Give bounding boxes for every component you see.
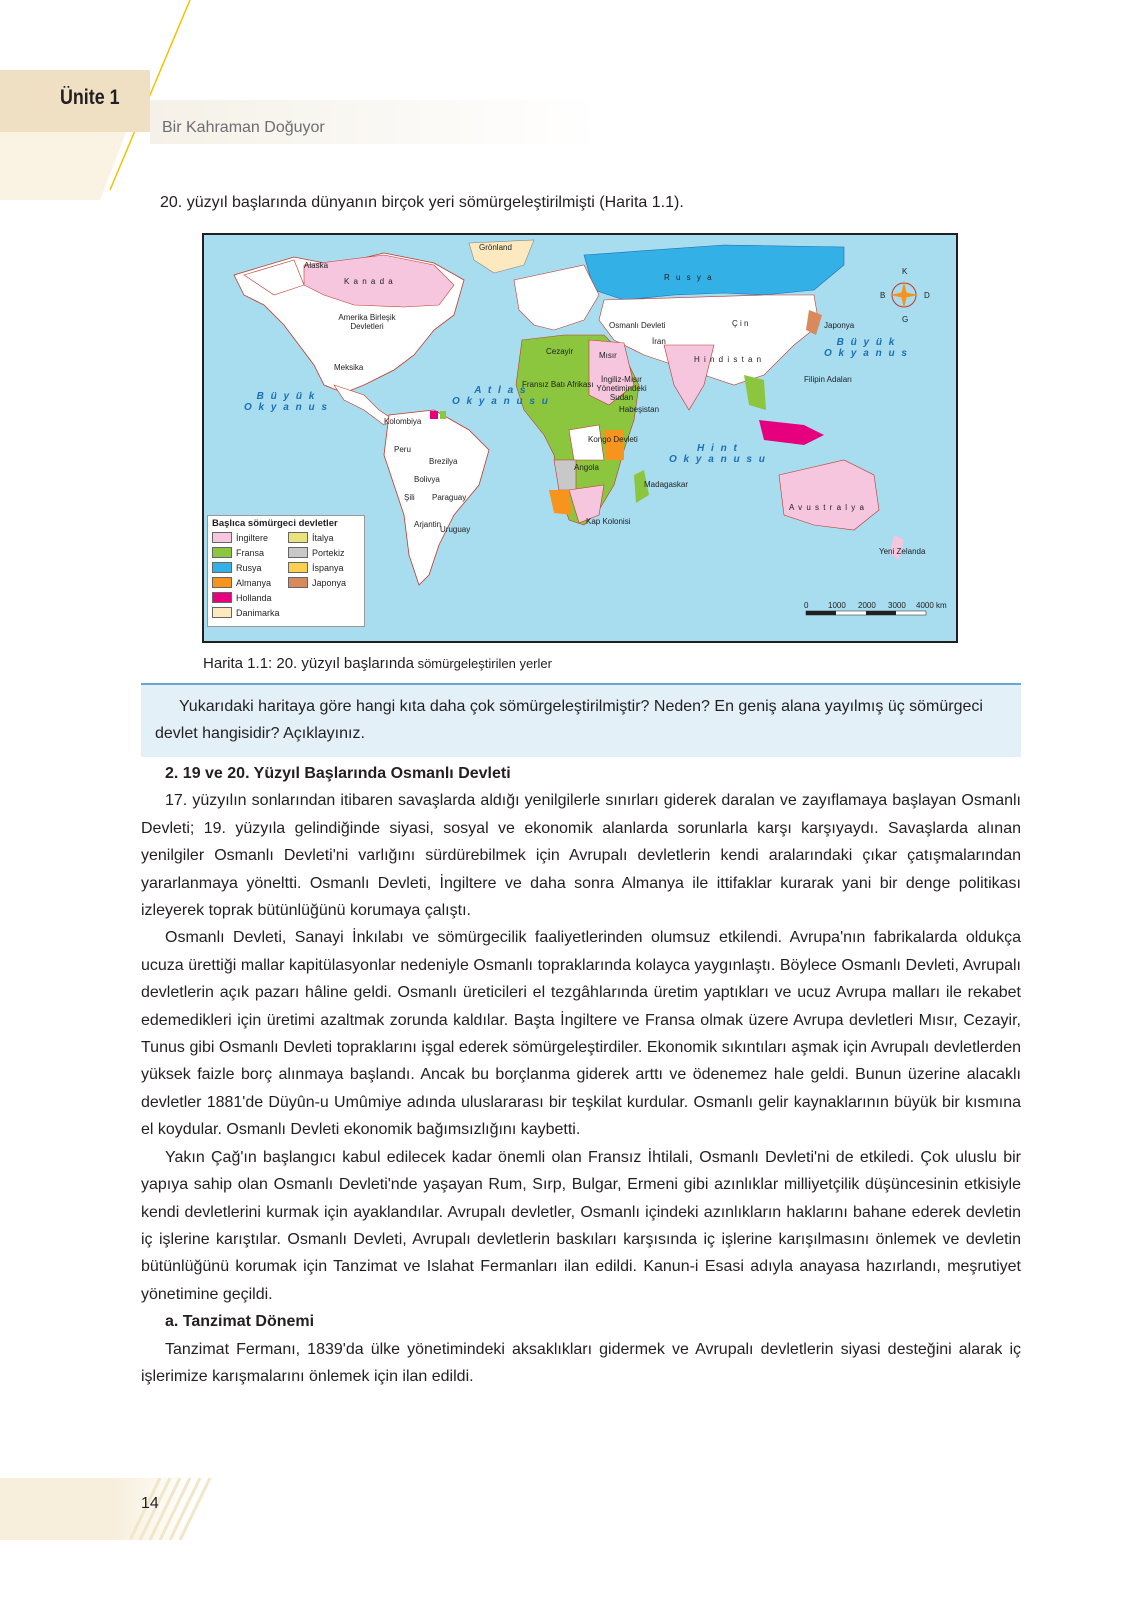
label-yeni-zelanda: Yeni Zelanda <box>879 547 926 556</box>
legend-swatch <box>288 577 308 588</box>
legend-swatch <box>288 547 308 558</box>
paragraph-3: Yakın Çağ'ın başlangıcı kabul edilecek kadar önemli olan Fransız İhtilali, Osmanlı Devleti'ni de etkiledi. Çok uluslu bir yapıya sahip olan Osmanlı Devleti'nde yaşayan Rum, Sırp, Bulgar, Ermeni gibi azınlıklar milliyetçilik düşüncesinin etkisiyle kendi devletlerini kurmak için ayaklandılar. Avrupalı devletler, Osmanlı içindeki azınlıkların haklarını bahane ederek devletin iç işlerine karıştılar. Osmanlı Devleti, Avrupalı devletlerin baskıları karşısında iç işlerine karışılmasını önlemek ve devletin bütünlüğünü korumak için Tanzimat ve Islahat Fermanları ilan edildi. Kanun-i Esasi adıyla anayasa hazırlandı, meşrutiyet yönetimine geçildi. <box>141 1148 1021 1303</box>
angola-shape <box>554 460 576 490</box>
legend-swatch <box>288 562 308 573</box>
caption-rest: sömürgeleştirilen yerler <box>413 656 552 671</box>
compass-w: B <box>880 291 886 300</box>
legend-swatch <box>212 562 232 573</box>
label-ingiliz-misir: İngiliz-Mısır Yönetimindeki Sudan <box>596 375 647 402</box>
indochina-shape <box>744 375 766 410</box>
body-text <box>141 760 1021 1390</box>
label-madagaskar: Madagaskar <box>644 480 689 489</box>
label-arjantin: Arjantin <box>414 520 442 529</box>
label-pacific-east: B ü y ü k O k y a n u s <box>824 337 909 359</box>
question-box <box>141 683 1021 757</box>
paragraph-2: Osmanlı Devleti, Sanayi İnkılabı ve sömürgecilik faaliyetlerinden olumsuz etkilendi. Avrupa'nın fabrikalarda oldukça ucuza ürettiği mallar kapitülasyonlar nedeniyle Osmanlı topraklarında kolayca yaygınlaştı. Böylece Osmanlı Devleti, Avrupalı devletlerin açık pazarı hâline geldi. Osmanlı üreticileri el tezgâhlarında üretim yaptıkları ve ucuz Avrupa malları ile rekabet edemedikleri için üretimi azaltmak zorunda kaldılar. Başta İngiltere ve Fransa olmak üzere Avrupa devletleri Mısır, Cezayir, Tunus gibi Osmanlı Devleti topraklarını işgal ederek sömürgeleştirdiler. Ekonomik sıkıntıları aşmak için Avrupalı devletlerden yüksek faizle borç alınmaya başlandı. Ancak bu borçlanma giderek arttı ve ödenemez hale geldi. Bunun üzerine alacaklı devletler 1881'de Düyûn-u Umûmiye adında uluslararası bir teşkilat kurdular. Osmanlı gelir kaynaklarının büyük bir kısmına el koydular. Osmanlı Devleti ekonomik bağımsızlığını kaybetti. <box>141 929 1021 1139</box>
legend-swatch <box>212 547 232 558</box>
compass-n: K <box>902 267 908 276</box>
scale-1000: 1000 <box>828 601 846 610</box>
compass-s: G <box>902 315 909 324</box>
label-sili: Şili <box>404 493 415 502</box>
subsection-heading: a. Tanzimat Dönemi <box>165 1313 315 1331</box>
scale-3000: 3000 <box>888 601 906 610</box>
label-kolombiya: Kolombiya <box>384 417 422 426</box>
label-cin: Ç i n <box>732 319 749 328</box>
section-heading: 2. 19 ve 20. Yüzyıl Başlarında Osmanlı Devleti <box>165 765 511 782</box>
label-kongo: Kongo Devleti <box>588 435 638 444</box>
label-pacific-west: B ü y ü k O k y a n u s <box>244 391 329 413</box>
legend-swatch <box>212 577 232 588</box>
legend-item: Hollanda <box>212 592 272 603</box>
europe-shape <box>514 265 599 330</box>
australia-shape <box>779 460 879 530</box>
legend-swatch <box>212 532 232 543</box>
label-paraguay: Paraguay <box>432 493 467 502</box>
legend-item: Danimarka <box>212 607 280 618</box>
label-hindistan: H i n d i s t a n <box>694 355 763 364</box>
label-peru: Peru <box>394 445 411 454</box>
russia-shape <box>584 245 844 300</box>
indonesia-shape <box>759 420 824 445</box>
page-number: 14 <box>141 1495 159 1512</box>
label-fransiz-bati: Fransız Batı Afrikası <box>522 380 594 389</box>
label-filipin: Filipin Adaları <box>804 375 853 384</box>
label-hint-ocean: H i n t O k y a n u s u <box>669 443 767 465</box>
guiana-fr-shape <box>440 411 446 419</box>
guiana-shape <box>430 411 438 419</box>
compass-rose <box>890 281 918 309</box>
legend-item: Japonya <box>288 577 346 588</box>
scale-2000: 2000 <box>858 601 876 610</box>
map-caption <box>203 655 552 672</box>
chapter-subtitle: Bir Kahraman Doğuyor <box>162 119 325 136</box>
label-meksika: Meksika <box>334 363 364 372</box>
map-legend <box>207 515 365 627</box>
legend-item: İtalya <box>288 532 334 543</box>
scale-bar <box>806 611 926 615</box>
legend-swatch <box>288 532 308 543</box>
scale-4000: 4000 km <box>916 601 947 610</box>
label-atlas-ocean: A t l a s O k y a n u s u <box>452 385 550 407</box>
sw-africa-shape <box>549 490 572 515</box>
legend-swatch <box>212 592 232 603</box>
caption-label: Harita 1.1: 20. yüzyıl başlarında <box>203 655 414 672</box>
question-text: Yukarıdaki haritaya göre hangi kıta daha çok sömürgeleştirilmiştir? Neden? En geniş alana yayılmış üç sömürgeci devlet hangisidir? Açıklayınız. <box>155 698 983 742</box>
compass-e: D <box>924 291 930 300</box>
label-osmanli: Osmanlı Devleti <box>609 321 666 330</box>
label-uruguay: Uruguay <box>440 525 471 534</box>
label-avustralya: A v u s t r a l y a <box>789 503 865 512</box>
label-kanada: K a n a d a <box>344 277 394 286</box>
label-gronland: Grönland <box>479 243 512 252</box>
label-cezayir: Cezayir <box>546 347 574 356</box>
legend-item: Portekiz <box>288 547 345 558</box>
paragraph-4: Tanzimat Fermanı, 1839'da ülke yönetimindeki aksaklıkları gidermek ve Avrupalı devletlerin siyasi desteğini alarak iç işlerimize karışmalarını önlemek için ilan edildi. <box>141 1340 1021 1385</box>
legend-item: Rusya <box>212 562 262 573</box>
label-brezilya: Brezilya <box>429 457 458 466</box>
label-angola: Angola <box>574 463 599 472</box>
intro-text: 20. yüzyıl başlarında dünyanın birçok yeri sömürgeleştirilmişti (Harita 1.1). <box>160 194 684 211</box>
label-iran: İran <box>652 337 666 346</box>
unit-title: Ünite 1 <box>60 86 120 109</box>
scale-0: 0 <box>804 601 809 610</box>
label-bolivya: Bolivya <box>414 475 440 484</box>
label-rusya: R u s y a <box>664 273 714 282</box>
label-habesistan: Habeşistan <box>619 405 660 414</box>
legend-item: Fransa <box>212 547 264 558</box>
legend-item: Almanya <box>212 577 271 588</box>
label-alaska: Alaska <box>304 261 329 270</box>
label-misir: Mısır <box>599 351 617 360</box>
label-japonya: Japonya <box>824 321 855 330</box>
paragraph-1: 17. yüzyılın sonlarından itibaren savaşlarda aldığı yenilgilerle sınırları giderek daralan ve zayıflamaya başlayan Osmanlı Devleti; 19. yüzyıla gelindiğinde siyasi, sosyal ve ekonomik alanlarda sorunlarla karşı karşıyaydı. Savaşlarda alınan yenilgiler Osmanlı Devleti'ni varlığını sürdürebilmek için Avrupalı devletlerin kendi aralarındaki çıkar çatışmalarından yararlanmaya yöneltti. Osmanlı Devleti, İngiltere ve daha sonra Almanya ile ittifaklar kurarak yani bir denge politikası izleyerek toprak bütünlüğünü korumaya çalıştı. <box>141 792 1021 920</box>
legend-item: İngiltere <box>212 532 268 543</box>
legend-title: Başlıca sömürgeci devletler <box>212 518 338 529</box>
legend-swatch <box>212 607 232 618</box>
label-abd: Amerika Birleşik Devletleri <box>338 313 396 331</box>
label-kap: Kap Kolonisi <box>586 517 631 526</box>
legend-item: İspanya <box>288 562 344 573</box>
